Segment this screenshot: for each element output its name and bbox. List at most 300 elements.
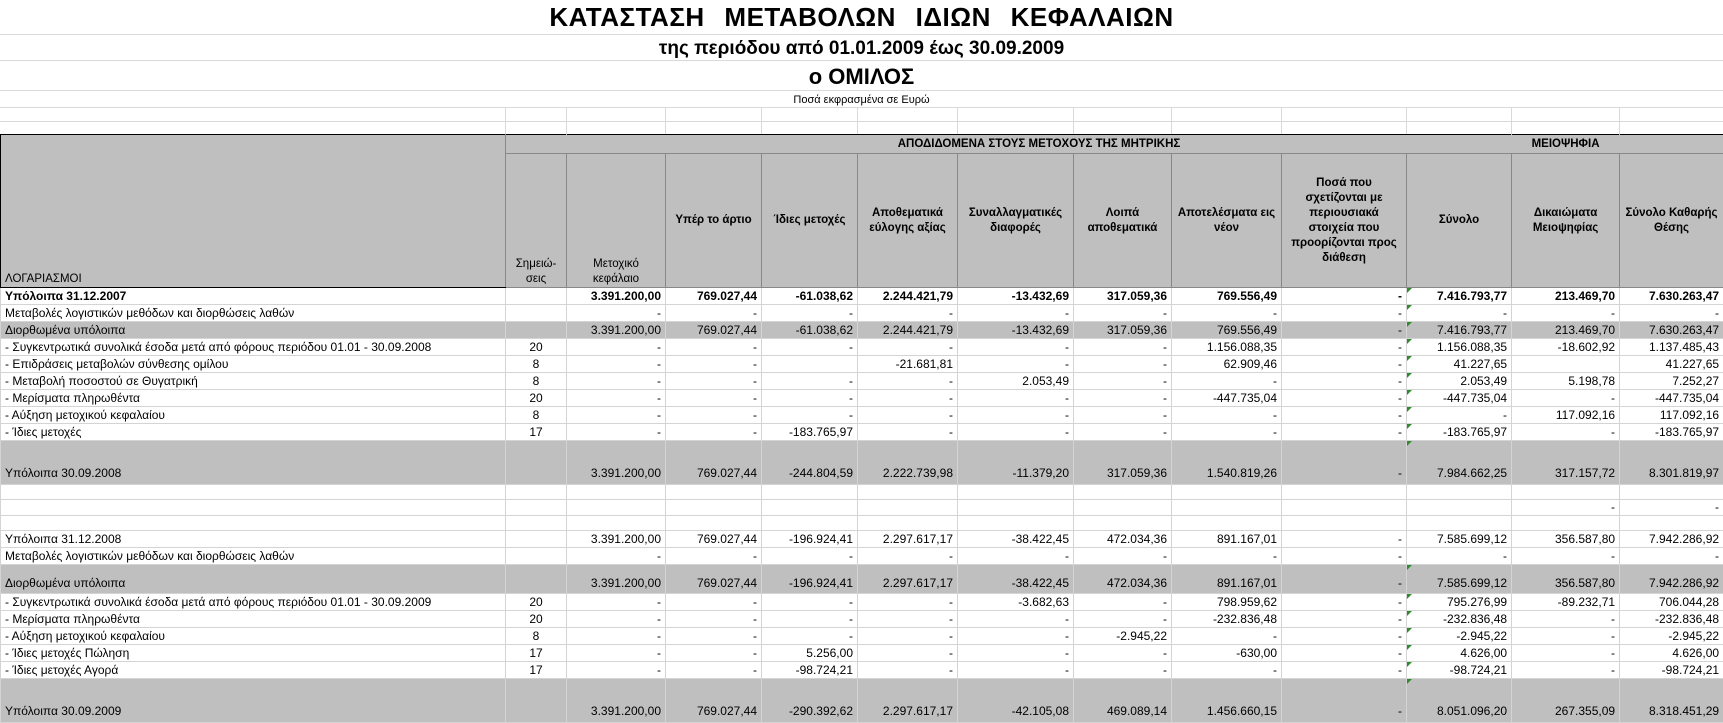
row-value: 7.585.699,12: [1407, 531, 1512, 548]
table-row: [1, 594, 1723, 611]
row-label: - Μερίσματα πληρωθέντα: [1, 390, 506, 407]
row-value: -: [858, 339, 958, 356]
row-value: -: [762, 390, 858, 407]
row-value: -: [1282, 548, 1407, 565]
row-value: -: [666, 356, 762, 373]
row-value: -: [567, 548, 666, 565]
row-note: [506, 322, 567, 339]
row-value: -: [1512, 390, 1620, 407]
row-value: -: [1282, 356, 1407, 373]
row-value: 769.027,44: [666, 322, 762, 339]
row-value: 1.456.660,15: [1172, 679, 1282, 723]
row-value: 706.044,28: [1620, 594, 1723, 611]
row-value: -: [567, 390, 666, 407]
row-value: 317.059,36: [1074, 322, 1172, 339]
row-value: -: [1620, 548, 1723, 565]
row-value: -: [762, 373, 858, 390]
row-value: 4.626,00: [1620, 645, 1723, 662]
row-note: [506, 516, 567, 531]
row-value: -61.038,62: [762, 288, 858, 305]
row-value: [1074, 485, 1172, 500]
row-value: 2.297.617,17: [858, 565, 958, 594]
report-title: ΚΑΤΑΣΤΑΣΗ ΜΕΤΑΒΟΛΩΝ ΙΔΙΩΝ ΚΕΦΑΛΑΙΩΝ: [0, 2, 1723, 33]
row-label: - Μερίσματα πληρωθέντα: [1, 611, 506, 628]
row-value: -: [567, 305, 666, 322]
row-value: -: [666, 305, 762, 322]
row-note: 17: [506, 424, 567, 441]
header-share-premium: Υπέρ το άρτιο: [666, 154, 762, 288]
row-value: 3.391.200,00: [567, 679, 666, 723]
gridline: [0, 60, 1723, 61]
row-value: 62.909,46: [1172, 356, 1282, 373]
row-note: 20: [506, 611, 567, 628]
table-row: [1, 679, 1723, 723]
row-label: - Συγκεντρωτικά συνολικά έσοδα μετά από φόρους περιόδου 01.01 - 30.09.2008: [1, 339, 506, 356]
row-value: 2.297.617,17: [858, 679, 958, 723]
row-value: -: [1282, 531, 1407, 548]
row-note: [506, 679, 567, 723]
row-value: 2.244.421,79: [858, 322, 958, 339]
row-note: 17: [506, 662, 567, 679]
header-notes: Σημειώ-σεις: [506, 154, 567, 288]
row-value: 769.027,44: [666, 531, 762, 548]
header-fx-differences: Συναλλαγματικές διαφορές: [958, 154, 1074, 288]
row-value: -183.765,97: [1407, 424, 1512, 441]
row-value: -: [1282, 628, 1407, 645]
table-row: [1, 531, 1723, 548]
row-value: -: [958, 339, 1074, 356]
header-accounts: ΛΟΓΑΡΙΑΣΜΟΙ: [1, 135, 506, 288]
row-value: -: [1512, 662, 1620, 679]
row-label: - Αύξηση μετοχικού κεφαλαίου: [1, 628, 506, 645]
row-value: [1512, 516, 1620, 531]
row-value: -: [1074, 611, 1172, 628]
row-label: - Συγκεντρωτικά συνολικά έσοδα μετά από φόρους περιόδου 01.01 - 30.09.2009: [1, 594, 506, 611]
row-value: -: [958, 611, 1074, 628]
row-value: 117.092,16: [1620, 407, 1723, 424]
row-value: -: [1512, 500, 1620, 516]
row-value: -: [1172, 407, 1282, 424]
row-value: -: [1282, 679, 1407, 723]
row-value: -: [666, 628, 762, 645]
row-value: -: [567, 373, 666, 390]
row-label: - Αύξηση μετοχικού κεφαλαίου: [1, 407, 506, 424]
row-value: -: [958, 356, 1074, 373]
row-value: [858, 516, 958, 531]
header-other-reserves: Λοιπά αποθεματικά: [1074, 154, 1172, 288]
row-value: 7.942.286,92: [1620, 565, 1723, 594]
row-value: 1.540.819,26: [1172, 441, 1282, 485]
row-value: 3.391.200,00: [567, 322, 666, 339]
row-value: -98.724,21: [762, 662, 858, 679]
row-value: -447.735,04: [1172, 390, 1282, 407]
row-value: -: [1282, 662, 1407, 679]
row-label: [1, 485, 506, 500]
row-note: [506, 441, 567, 485]
row-value: -: [1407, 407, 1512, 424]
table-body: [1, 288, 1723, 723]
row-value: -: [858, 390, 958, 407]
header-group-row: [1, 135, 1723, 154]
row-value: -: [1282, 339, 1407, 356]
row-value: 3.391.200,00: [567, 441, 666, 485]
row-value: [958, 485, 1074, 500]
row-value: 795.276,99: [1407, 594, 1512, 611]
row-value: -: [1172, 373, 1282, 390]
row-value: -3.682,63: [958, 594, 1074, 611]
row-value: -: [1282, 373, 1407, 390]
row-value: -: [958, 390, 1074, 407]
row-value: 891.167,01: [1172, 531, 1282, 548]
row-value: 7.416.793,77: [1407, 322, 1512, 339]
row-value: -: [666, 548, 762, 565]
row-value: [762, 500, 858, 516]
row-value: 7.252,27: [1620, 373, 1723, 390]
row-value: [958, 500, 1074, 516]
row-value: -: [762, 305, 858, 322]
row-value: [1282, 516, 1407, 531]
row-value: [1074, 500, 1172, 516]
row-value: 769.556,49: [1172, 288, 1282, 305]
row-note: 20: [506, 390, 567, 407]
row-value: -447.735,04: [1620, 390, 1723, 407]
row-value: -196.924,41: [762, 565, 858, 594]
row-value: [1512, 485, 1620, 500]
row-value: -: [567, 594, 666, 611]
row-value: -: [1512, 611, 1620, 628]
row-value: -: [1282, 305, 1407, 322]
row-value: [1407, 516, 1512, 531]
row-value: -11.379,20: [958, 441, 1074, 485]
table-row: [1, 424, 1723, 441]
row-value: -: [1620, 305, 1723, 322]
row-value: -38.422,45: [958, 531, 1074, 548]
row-value: 7.416.793,77: [1407, 288, 1512, 305]
row-value: -: [1282, 645, 1407, 662]
row-value: 7.984.662,25: [1407, 441, 1512, 485]
row-value: -: [567, 339, 666, 356]
row-note: [506, 531, 567, 548]
row-value: 2.297.617,17: [858, 531, 958, 548]
row-value: -: [1172, 628, 1282, 645]
row-value: -: [567, 424, 666, 441]
row-note: 17: [506, 645, 567, 662]
table-row: [1, 322, 1723, 339]
row-value: -: [1074, 548, 1172, 565]
row-note: [506, 485, 567, 500]
row-value: -: [858, 611, 958, 628]
row-value: 769.556,49: [1172, 322, 1282, 339]
row-value: -: [1282, 390, 1407, 407]
row-value: -: [666, 407, 762, 424]
row-value: [1620, 485, 1723, 500]
row-value: -196.924,41: [762, 531, 858, 548]
gridline: [0, 34, 1723, 35]
row-value: -: [1512, 424, 1620, 441]
row-value: -232.836,48: [1620, 611, 1723, 628]
row-value: -: [567, 662, 666, 679]
row-value: -: [666, 645, 762, 662]
row-value: -: [1512, 628, 1620, 645]
row-note: [506, 548, 567, 565]
row-value: -: [567, 611, 666, 628]
row-label: Μεταβολές λογιστικών μεθόδων και διορθώσεις λαθών: [1, 548, 506, 565]
row-note: 8: [506, 628, 567, 645]
row-value: [858, 500, 958, 516]
row-value: -: [1172, 424, 1282, 441]
header-group-parent: ΑΠΟΔΙΔΟΜΕΝΑ ΣΤΟΥΣ ΜΕΤΟΧΟΥΣ ΤΗΣ ΜΗΤΡΙΚΗΣ: [567, 135, 1512, 154]
row-value: -: [958, 645, 1074, 662]
row-note: [506, 500, 567, 516]
row-value: -630,00: [1172, 645, 1282, 662]
row-value: -89.232,71: [1512, 594, 1620, 611]
row-value: -: [762, 407, 858, 424]
row-note: 8: [506, 373, 567, 390]
table-row: [1, 611, 1723, 628]
row-value: [858, 485, 958, 500]
row-value: -: [762, 611, 858, 628]
table-row: [1, 441, 1723, 485]
row-label: Διορθωμένα υπόλοιπα: [1, 322, 506, 339]
row-value: 8.318.451,29: [1620, 679, 1723, 723]
table-row: [1, 565, 1723, 594]
row-value: [762, 356, 858, 373]
row-value: -447.735,04: [1407, 390, 1512, 407]
row-value: -: [858, 662, 958, 679]
row-value: -: [858, 373, 958, 390]
header-total-equity: Σύνολο Καθαρής Θέσης: [1620, 154, 1723, 288]
row-value: -: [958, 662, 1074, 679]
row-value: -: [1074, 594, 1172, 611]
table-row: [1, 548, 1723, 565]
row-value: -232.836,48: [1172, 611, 1282, 628]
row-value: -290.392,62: [762, 679, 858, 723]
row-value: -: [1512, 645, 1620, 662]
header-held-for-sale: Ποσά που σχετίζονται με περιουσιακά στοιχεία που προορίζονται προς διάθεση: [1282, 154, 1407, 288]
table-row: [1, 662, 1723, 679]
header-retained-earnings: Αποτελέσματα εις νέον: [1172, 154, 1282, 288]
row-value: -: [1282, 441, 1407, 485]
table-row: [1, 628, 1723, 645]
row-value: [567, 500, 666, 516]
row-value: -: [1282, 611, 1407, 628]
row-value: -: [958, 305, 1074, 322]
row-value: 472.034,36: [1074, 531, 1172, 548]
row-value: 317.059,36: [1074, 288, 1172, 305]
row-value: -: [858, 594, 958, 611]
row-value: -: [958, 548, 1074, 565]
row-value: -38.422,45: [958, 565, 1074, 594]
row-value: 317.157,72: [1512, 441, 1620, 485]
row-value: [1620, 516, 1723, 531]
row-value: 41.227,65: [1407, 356, 1512, 373]
report-entity: ο ΟΜΙΛΟΣ: [0, 64, 1723, 90]
row-value: 1.137.485,43: [1620, 339, 1723, 356]
table-row: [1, 305, 1723, 322]
row-value: [762, 516, 858, 531]
row-value: -: [762, 628, 858, 645]
row-value: 317.059,36: [1074, 441, 1172, 485]
row-value: -: [1282, 565, 1407, 594]
row-value: [1512, 356, 1620, 373]
table-row: [1, 516, 1723, 531]
row-value: 1.156.088,35: [1172, 339, 1282, 356]
row-label: [1, 500, 506, 516]
row-value: -98.724,21: [1407, 662, 1512, 679]
blank-rows: [0, 107, 1723, 134]
row-value: -: [1074, 407, 1172, 424]
row-value: [1172, 500, 1282, 516]
row-value: -: [858, 628, 958, 645]
row-value: -: [1074, 373, 1172, 390]
row-note: 20: [506, 339, 567, 356]
row-value: 5.256,00: [762, 645, 858, 662]
row-value: -: [1172, 305, 1282, 322]
row-note: 8: [506, 356, 567, 373]
row-label: - Ίδιες μετοχές Πώληση: [1, 645, 506, 662]
currency-note: Ποσά εκφρασμένα σε Ευρώ: [0, 94, 1723, 106]
row-value: -21.681,81: [858, 356, 958, 373]
table-row: [1, 288, 1723, 305]
row-value: -: [567, 356, 666, 373]
row-value: -2.945,22: [1074, 628, 1172, 645]
row-value: [666, 500, 762, 516]
row-value: [567, 516, 666, 531]
row-value: -232.836,48: [1407, 611, 1512, 628]
row-value: -: [1172, 548, 1282, 565]
row-value: 267.355,09: [1512, 679, 1620, 723]
row-value: 7.942.286,92: [1620, 531, 1723, 548]
row-value: [1407, 500, 1512, 516]
row-value: [1282, 485, 1407, 500]
row-value: -: [567, 628, 666, 645]
row-value: 3.391.200,00: [567, 565, 666, 594]
row-value: -: [567, 645, 666, 662]
row-value: -: [1074, 356, 1172, 373]
table-row: [1, 407, 1723, 424]
row-value: 213.469,70: [1512, 322, 1620, 339]
header-minority-rights: Δικαιώματα Μειοψηφίας: [1512, 154, 1620, 288]
row-value: [958, 516, 1074, 531]
row-label: Υπόλοιπα 30.09.2009: [1, 679, 506, 723]
row-value: 2.053,49: [958, 373, 1074, 390]
row-value: -18.602,92: [1512, 339, 1620, 356]
row-note: [506, 565, 567, 594]
table-row: [1, 645, 1723, 662]
row-value: -: [1282, 322, 1407, 339]
row-value: -: [567, 407, 666, 424]
row-value: -: [666, 611, 762, 628]
row-value: [666, 485, 762, 500]
row-value: -: [1074, 645, 1172, 662]
report-period: της περιόδου από 01.01.2009 έως 30.09.2009: [0, 38, 1723, 60]
row-value: -: [1074, 390, 1172, 407]
row-label: - Μεταβολή ποσοστού σε Θυγατρική: [1, 373, 506, 390]
row-value: [666, 516, 762, 531]
row-value: -: [1512, 305, 1620, 322]
row-value: [1282, 500, 1407, 516]
row-value: -: [1172, 662, 1282, 679]
row-value: -: [666, 373, 762, 390]
row-value: -: [666, 424, 762, 441]
row-value: [567, 485, 666, 500]
row-value: -: [1282, 407, 1407, 424]
table-row: [1, 373, 1723, 390]
row-label: - Επιδράσεις μεταβολών σύνθεσης ομίλου: [1, 356, 506, 373]
row-value: -: [666, 594, 762, 611]
header-group-minority: ΜΕΙΟΨΗΦΙΑ: [1512, 135, 1620, 154]
row-value: [1172, 485, 1282, 500]
row-label: - Ίδιες μετοχές Αγορά: [1, 662, 506, 679]
row-value: [762, 485, 858, 500]
row-value: 356.587,80: [1512, 565, 1620, 594]
row-value: -: [858, 407, 958, 424]
row-value: 7.630.263,47: [1620, 288, 1723, 305]
row-value: -183.765,97: [1620, 424, 1723, 441]
row-value: 3.391.200,00: [567, 531, 666, 548]
row-value: -: [1282, 288, 1407, 305]
row-value: 7.630.263,47: [1620, 322, 1723, 339]
row-value: -98.724,21: [1620, 662, 1723, 679]
row-value: -: [1407, 305, 1512, 322]
row-value: -: [858, 548, 958, 565]
row-value: -: [762, 339, 858, 356]
table-row: [1, 356, 1723, 373]
row-value: -: [1074, 424, 1172, 441]
row-value: 769.027,44: [666, 441, 762, 485]
row-value: -: [762, 594, 858, 611]
row-value: 2.244.421,79: [858, 288, 958, 305]
row-value: -: [858, 424, 958, 441]
row-value: 2.053,49: [1407, 373, 1512, 390]
row-value: -: [1282, 594, 1407, 611]
row-value: -: [1407, 548, 1512, 565]
row-value: 5.198,78: [1512, 373, 1620, 390]
row-value: 117.092,16: [1512, 407, 1620, 424]
row-value: -: [958, 407, 1074, 424]
row-note: 8: [506, 407, 567, 424]
row-value: 4.626,00: [1407, 645, 1512, 662]
row-value: 769.027,44: [666, 679, 762, 723]
row-value: 356.587,80: [1512, 531, 1620, 548]
row-value: 3.391.200,00: [567, 288, 666, 305]
equity-table: [0, 134, 1723, 723]
table-row: [1, 500, 1723, 516]
row-label: Διορθωμένα υπόλοιπα: [1, 565, 506, 594]
row-label: Μεταβολές λογιστικών μεθόδων και διορθώσεις λαθών: [1, 305, 506, 322]
header-share-capital: Μετοχικό κεφάλαιο: [567, 154, 666, 288]
row-value: 769.027,44: [666, 565, 762, 594]
row-value: 213.469,70: [1512, 288, 1620, 305]
row-value: 891.167,01: [1172, 565, 1282, 594]
table-row: [1, 485, 1723, 500]
row-value: [1172, 516, 1282, 531]
row-value: -: [1074, 305, 1172, 322]
header-fair-value-reserves: Αποθεματικά εύλογης αξίας: [858, 154, 958, 288]
row-value: -: [958, 628, 1074, 645]
row-value: -: [1512, 548, 1620, 565]
row-value: -13.432,69: [958, 322, 1074, 339]
row-value: -2.945,22: [1620, 628, 1723, 645]
row-value: -: [1074, 339, 1172, 356]
row-value: 7.585.699,12: [1407, 565, 1512, 594]
row-value: -: [858, 645, 958, 662]
row-value: -: [1620, 500, 1723, 516]
row-note: 20: [506, 594, 567, 611]
row-value: -: [958, 424, 1074, 441]
row-value: -: [666, 662, 762, 679]
row-value: -61.038,62: [762, 322, 858, 339]
